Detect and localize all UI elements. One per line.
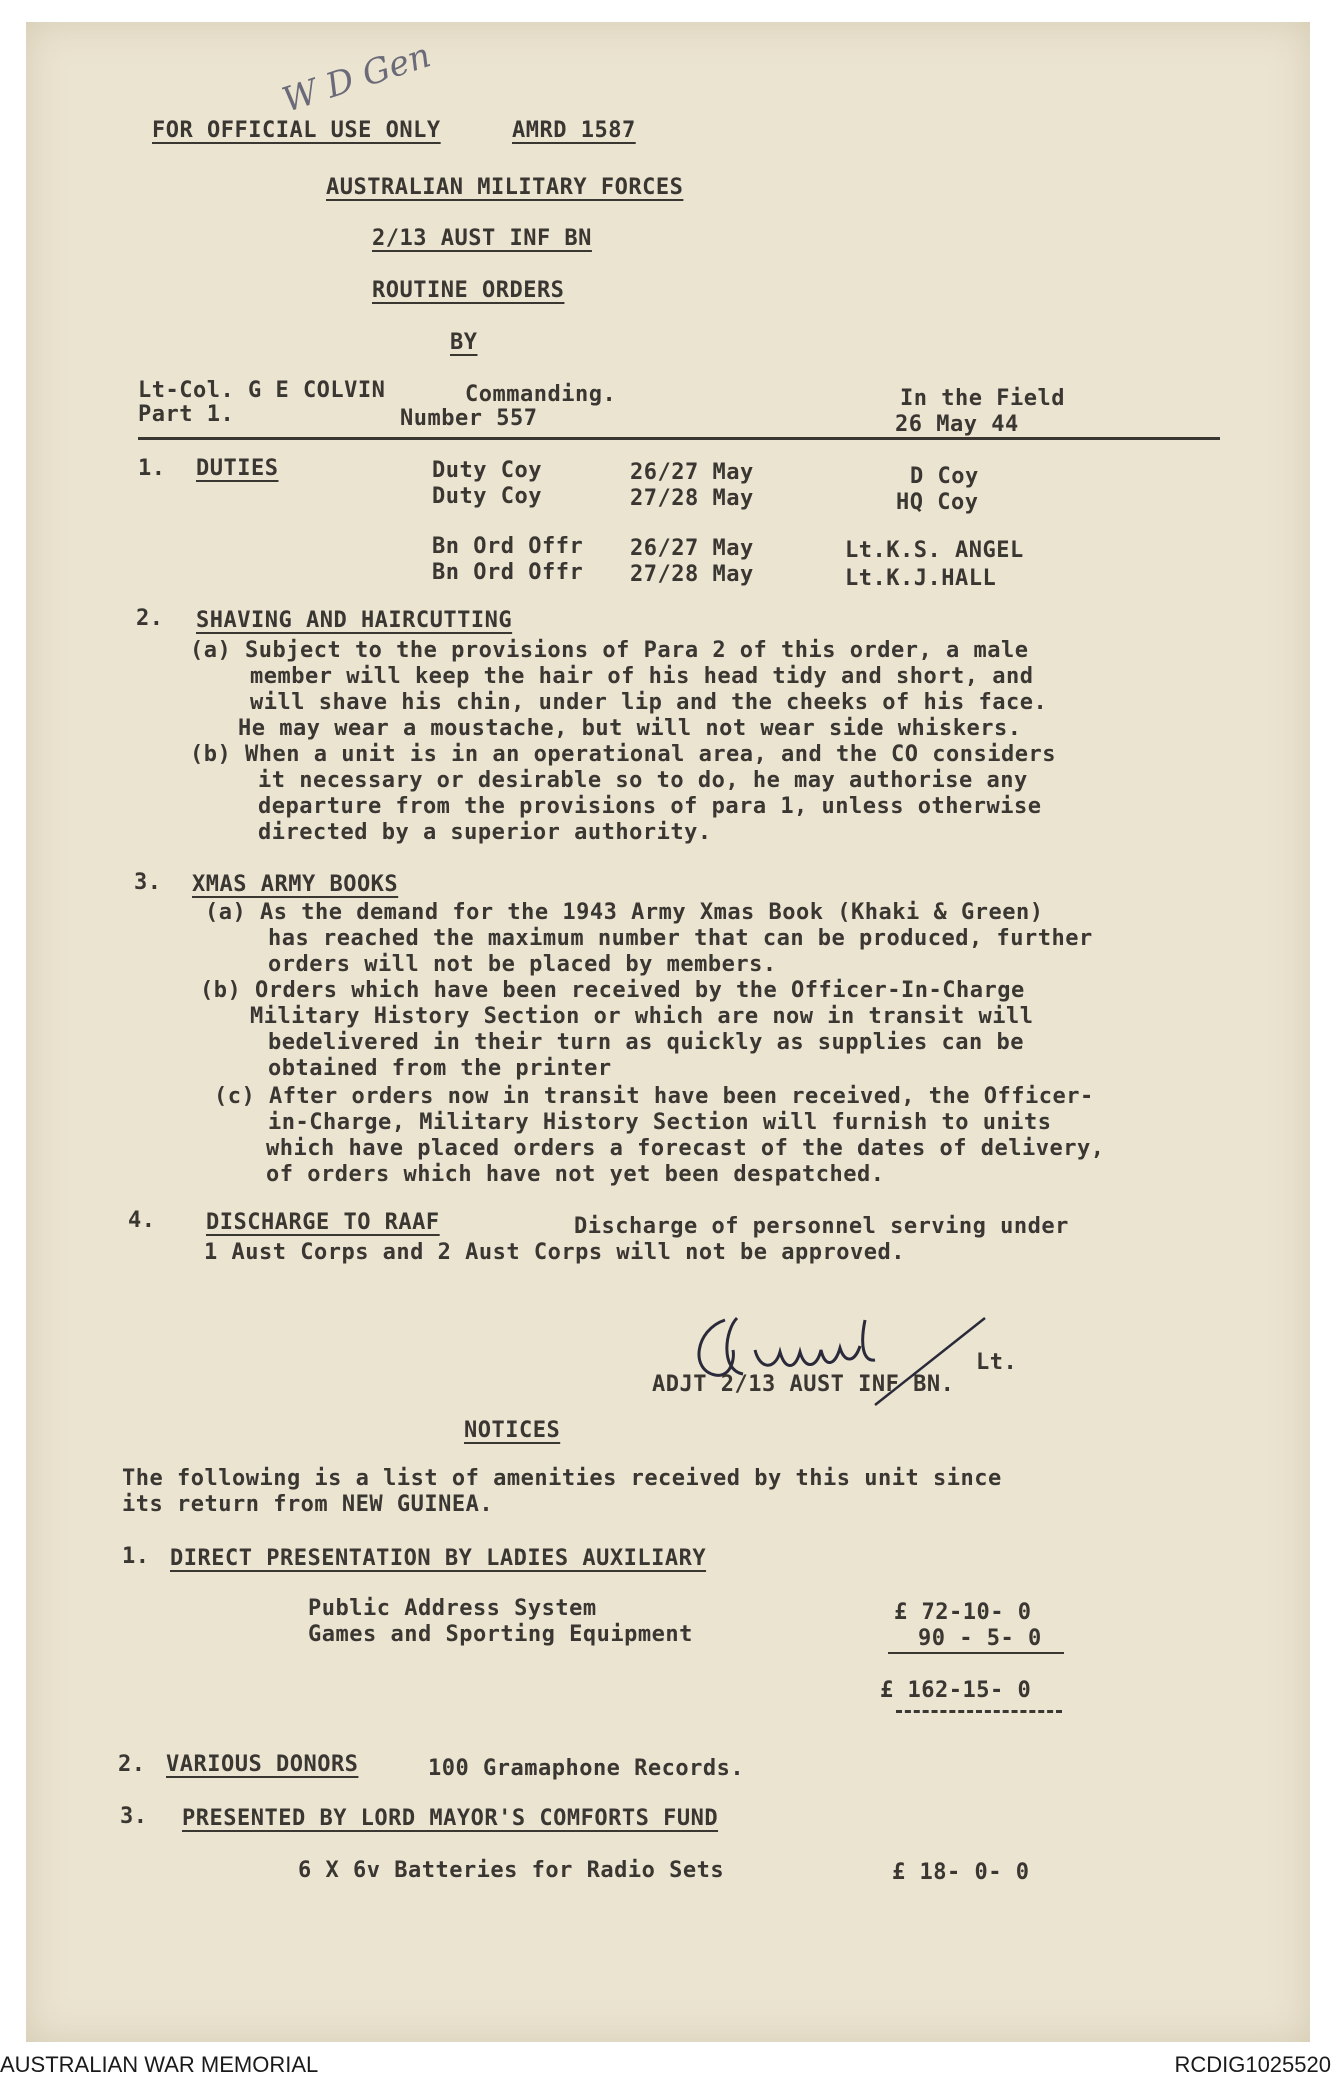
duty-role-1: Duty Coy [432, 458, 542, 483]
discharge-line-2: 1 Aust Corps and 2 Aust Corps will not be approved. [204, 1240, 906, 1265]
xmas-line-5: Military History Section or which are now in transit will [250, 1004, 1034, 1029]
duty-who-4: Lt.K.J.HALL [845, 566, 997, 591]
adjutant-title: ADJT 2/13 AUST INF BN. [652, 1372, 955, 1397]
duty-dates-3: 26/27 May [630, 536, 754, 561]
duty-who-1: D Coy [910, 464, 979, 489]
xmas-line-10: which have placed orders a forecast of the dates of delivery, [266, 1136, 1105, 1161]
duty-role-2: Duty Coy [432, 484, 542, 509]
shaving-line-3: will shave his chin, under lip and the cheeks of his face. [250, 690, 1048, 715]
shaving-line-4: He may wear a moustache, but will not wear side whiskers. [238, 716, 1022, 741]
notices-intro-2: its return from NEW GUINEA. [122, 1492, 494, 1517]
battalion-title: 2/13 AUST INF BN [372, 226, 592, 251]
footer-id: RCDIG1025520 [1174, 2052, 1331, 2077]
commanding-label: Commanding. [465, 382, 617, 407]
xmas-line-9: in-Charge, Military History Section will furnish to units [268, 1110, 1052, 1135]
xmas-line-1: (a) As the demand for the 1943 Army Xmas Book (Khaki & Green) [205, 900, 1044, 925]
xmas-line-4: (b) Orders which have been received by the Officer-In-Charge [200, 978, 1025, 1003]
commander-name: Lt-Col. G E COLVIN [138, 378, 386, 403]
notice-1-total: £ 162-15- 0 [880, 1678, 1032, 1703]
amrd-number: AMRD 1587 [512, 118, 636, 143]
notice-1-amount-1: £ 72-10- 0 [894, 1600, 1032, 1625]
duty-dates-4: 27/28 May [630, 562, 754, 587]
duty-role-4: Bn Ord Offr [432, 560, 584, 585]
notice-2-text: 100 Gramaphone Records. [428, 1756, 745, 1781]
notice-3-item: 6 X 6v Batteries for Radio Sets [298, 1858, 725, 1883]
signature-rank: Lt. [976, 1350, 1018, 1375]
notice-3-number: 3. [120, 1804, 148, 1829]
by-label: BY [450, 330, 478, 355]
discharge-line-1: Discharge of personnel serving under [574, 1214, 1069, 1239]
notice-2-heading: VARIOUS DONORS [166, 1752, 359, 1777]
xmas-line-7: obtained from the printer [268, 1056, 612, 1081]
part-label: Part 1. [138, 402, 235, 427]
notices-intro-1: The following is a list of amenities received by this unit since [122, 1466, 1002, 1491]
notice-1-heading: DIRECT PRESENTATION BY LADIES AUXILIARY [170, 1546, 707, 1571]
total-rule [896, 1710, 1062, 1713]
shaving-number: 2. [136, 606, 164, 631]
forces-title: AUSTRALIAN MILITARY FORCES [326, 175, 684, 200]
official-use-label: FOR OFFICIAL USE ONLY [152, 118, 441, 143]
notice-1-item-1: Public Address System [308, 1596, 597, 1621]
notices-heading: NOTICES [464, 1418, 561, 1443]
shaving-line-7: departure from the provisions of para 1, unless otherwise [258, 794, 1042, 819]
duties-heading: DUTIES [196, 456, 279, 481]
xmas-line-8: (c) After orders now in transit have been received, the Officer- [214, 1084, 1094, 1109]
duties-number: 1. [138, 456, 166, 481]
xmas-line-11: of orders which have not yet been despatched. [266, 1162, 885, 1187]
pencil-note: W D Gen [277, 35, 436, 121]
order-number: Number 557 [400, 406, 538, 431]
routine-orders-title: ROUTINE ORDERS [372, 278, 565, 303]
shaving-line-2: member will keep the hair of his head tidy and short, and [250, 664, 1034, 689]
notice-3-amount: £ 18- 0- 0 [892, 1860, 1030, 1885]
shaving-heading: SHAVING AND HAIRCUTTING [196, 608, 513, 633]
duty-who-2: HQ Coy [896, 490, 979, 515]
header-rule [138, 437, 1220, 440]
xmas-line-6: bedelivered in their turn as quickly as supplies can be [268, 1030, 1024, 1055]
duty-who-3: Lt.K.S. ANGEL [845, 538, 1024, 563]
duty-dates-2: 27/28 May [630, 486, 754, 511]
notice-1-amount-2: 90 - 5- 0 [918, 1626, 1042, 1651]
discharge-number: 4. [128, 1208, 156, 1233]
adjutant-signature [685, 1290, 1005, 1420]
duty-role-3: Bn Ord Offr [432, 534, 584, 559]
xmas-number: 3. [134, 870, 162, 895]
notice-1-item-2: Games and Sporting Equipment [308, 1622, 693, 1647]
xmas-line-2: has reached the maximum number that can be produced, further [268, 926, 1093, 951]
shaving-line-5: (b) When a unit is in an operational area, and the CO considers [190, 742, 1056, 767]
notice-3-heading: PRESENTED BY LORD MAYOR'S COMFORTS FUND [182, 1806, 719, 1831]
shaving-line-6: it necessary or desirable so to do, he may authorise any [258, 768, 1028, 793]
notice-1-number: 1. [122, 1544, 150, 1569]
shaving-line-8: directed by a superior authority. [258, 820, 712, 845]
discharge-heading: DISCHARGE TO RAAF [206, 1210, 440, 1235]
shaving-line-1: (a) Subject to the provisions of Para 2 of this order, a male [190, 638, 1029, 663]
notice-2-number: 2. [118, 1752, 146, 1777]
footer-source: AUSTRALIAN WAR MEMORIAL [0, 2052, 319, 2077]
duty-dates-1: 26/27 May [630, 460, 754, 485]
subtotal-rule [888, 1652, 1064, 1654]
order-date: 26 May 44 [895, 412, 1019, 437]
xmas-line-3: orders will not be placed by members. [268, 952, 777, 977]
xmas-heading: XMAS ARMY BOOKS [192, 872, 399, 897]
location: In the Field [900, 386, 1065, 411]
